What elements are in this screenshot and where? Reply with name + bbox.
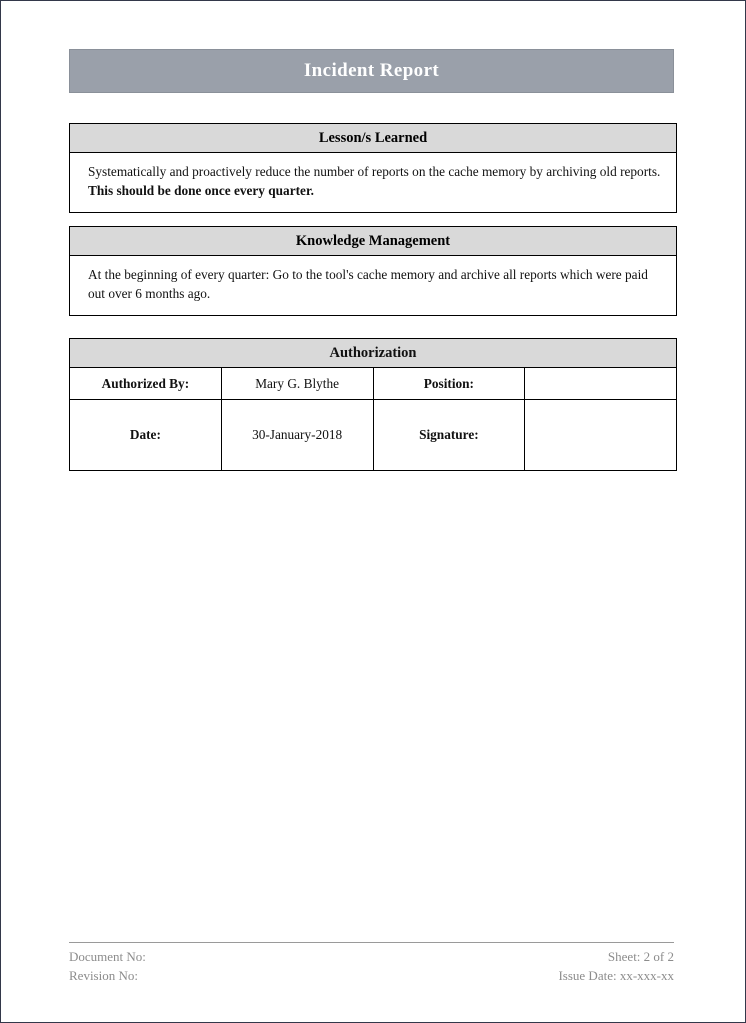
lessons-learned-body (69, 153, 677, 213)
footer-content (69, 948, 674, 986)
authorization-header: Authorization (70, 339, 677, 368)
position-value[interactable] (525, 368, 677, 400)
lessons-learned-section (69, 123, 677, 213)
lessons-learned-text: Systematically and proactively reduce the number of reports on the cache memory by archiving old reports. (88, 164, 661, 179)
table-row (70, 368, 677, 400)
signature-value[interactable] (525, 400, 677, 471)
lessons-learned-emphasis: This should be done once every quarter. (88, 182, 314, 198)
document-title-banner (69, 49, 674, 93)
page-title: Incident Report (303, 60, 440, 81)
knowledge-management-header: Knowledge Management (69, 226, 677, 256)
lessons-learned-header: Lesson/s Learned (69, 123, 677, 153)
footer-divider (69, 942, 674, 943)
authorized-by-value[interactable]: Mary G. Blythe (221, 368, 373, 400)
knowledge-management-body (69, 256, 677, 316)
knowledge-management-text: At the beginning of every quarter: Go to the tool's cache memory and archive all reports which were paid out over 6 months ago. (88, 267, 648, 301)
footer-right-column (558, 948, 674, 986)
date-label: Date: (70, 400, 222, 471)
authorization-section (69, 338, 677, 471)
footer-left-column (69, 948, 146, 986)
table-row (70, 400, 677, 471)
signature-label: Signature: (373, 400, 525, 471)
authorization-header-row (70, 339, 677, 368)
knowledge-management-section (69, 226, 677, 316)
authorization-table (69, 338, 677, 471)
document-no-label: Document No: (69, 949, 146, 964)
sheet-number: Sheet: 2 of 2 (607, 949, 674, 964)
authorized-by-label: Authorized By: (70, 368, 222, 400)
revision-no-label: Revision No: (69, 967, 138, 983)
date-value[interactable]: 30-January-2018 (221, 400, 373, 471)
issue-date: Issue Date: xx-xxx-xx (558, 967, 674, 983)
page-footer (69, 942, 674, 986)
position-label: Position: (373, 368, 525, 400)
